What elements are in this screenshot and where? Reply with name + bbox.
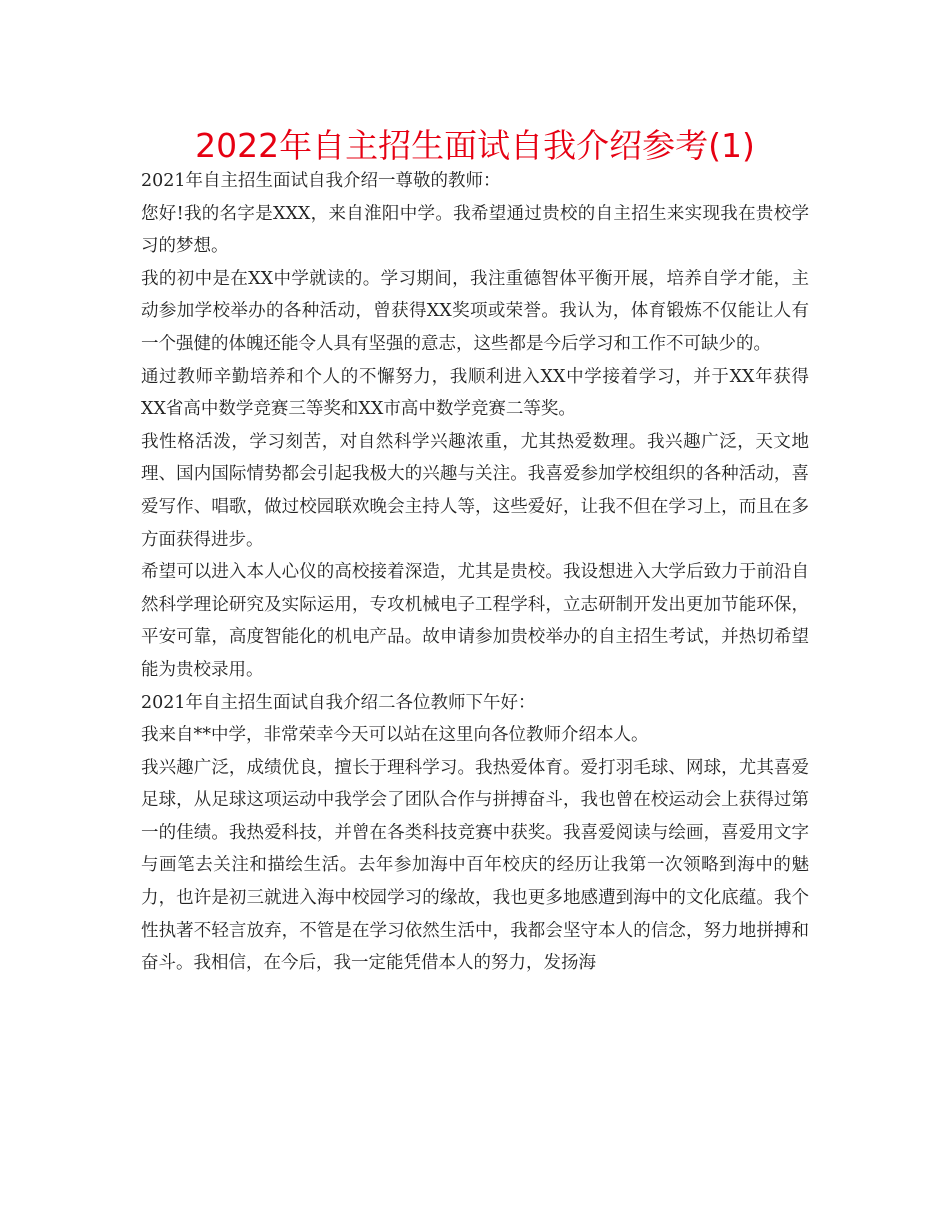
paragraph: 希望可以进入本人心仪的高校接着深造，尤其是贵校。我设想进入大学后致力于前沿自然科学理论研究及实际运用，专攻机械电子工程学科，立志研制开发出更加节能环保，平安可靠，高度智能化的机电产品。故申请参加贵校举办的自主招生考试，并热切希望能为贵校录用。: [141, 562, 809, 680]
paragraph: 您好!我的名字是XXX，来自淮阳中学。我希望通过贵校的自主招生来实现我在贵校学习的梦想。: [141, 203, 809, 257]
paragraph: 2021年自主招生面试自我介绍一尊敬的教师：: [141, 171, 501, 191]
paragraph: 我来自**中学，非常荣幸今天可以站在这里向各位教师介绍本人。: [141, 725, 649, 746]
document-body: [141, 165, 809, 980]
paragraph: 我的初中是在XX中学就读的。学习期间，我注重德智体平衡开展，培养自学才能，主动参加学校举办的各种活动，曾获得XX奖项或荣誉。我认为，体育锻炼不仅能让人有一个强健的体魄还能令人具有坚强的意志，这些都是今后学习和工作不可缺少的。: [141, 268, 809, 354]
document-title: 2022年自主招生面试自我介绍参考(1): [195, 126, 755, 165]
paragraph: 我性格活泼，学习刻苦，对自然科学兴趣浓重，尤其热爱数理。我兴趣广泛，天文地理、国内国际情势都会引起我极大的兴趣与关注。我喜爱参加学校组织的各种活动，喜爱写作、唱歌，做过校园联欢晚会主持人等，这些爱好，让我不但在学习上，而且在多方面获得进步。: [141, 431, 809, 550]
paragraph: 我兴趣广泛，成绩优良，擅长于理科学习。我热爱体育。爱打羽毛球、网球，尤其喜爱足球，从足球这项运动中我学会了团队合作与拼搏奋斗，我也曾在校运动会上获得过第一的佳绩。我热爱科技，并曾在各类科技竞赛中获奖。我喜爱阅读与绘画，喜爱用文字与画笔去关注和描绘生活。去年参加海中百年校庆的经历让我第一次领略到海中的魅力，也许是初三就进入海中校园学习的缘故，我也更多地感遭到海中的文化底蕴。我个性执著不轻言放弃，不管是在学习依然生活中，我都会坚守本人的信念，努力地拼搏和奋斗。我相信，在今后，我一定能凭借本人的努力，发扬海: [141, 757, 809, 974]
paragraph: 通过教师辛勤培养和个人的不懈努力，我顺利进入XX中学接着学习，并于XX年获得XX省高中数学竞赛三等奖和XX市高中数学竞赛二等奖。: [141, 366, 809, 420]
paragraph: 2021年自主招生面试自我介绍二各位教师下午好：: [141, 692, 536, 713]
